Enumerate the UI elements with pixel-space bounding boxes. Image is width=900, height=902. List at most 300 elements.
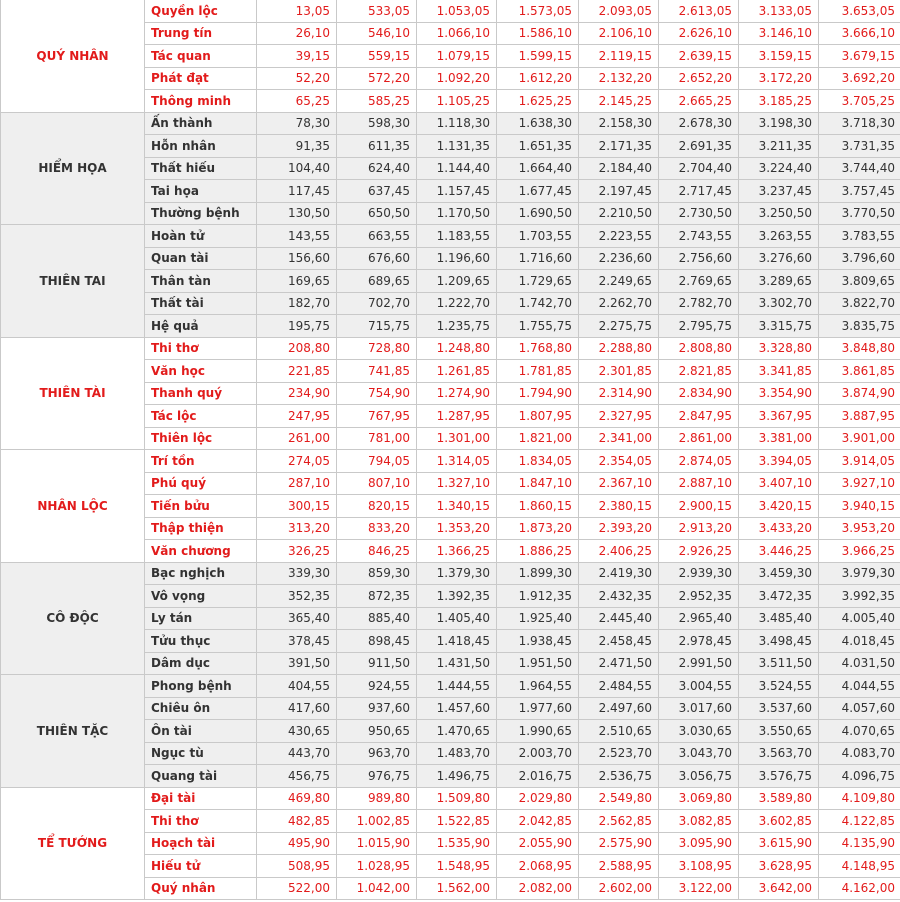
measurement-value-cell: 4.057,60 bbox=[819, 697, 900, 720]
measurement-value-cell: 1.834,05 bbox=[497, 450, 579, 473]
table-row bbox=[1, 675, 900, 698]
measurement-value-cell: 4.083,70 bbox=[819, 742, 900, 765]
measurement-value-cell: 1.092,20 bbox=[417, 67, 497, 90]
measurement-value-cell: 391,50 bbox=[257, 652, 337, 675]
measurement-value-cell: 1.586,10 bbox=[497, 22, 579, 45]
measurement-value-cell: 2.301,85 bbox=[579, 360, 659, 383]
measurement-value-cell: 208,80 bbox=[257, 337, 337, 360]
measurement-value-cell: 3.927,10 bbox=[819, 472, 900, 495]
measurement-value-cell: 846,25 bbox=[337, 540, 417, 563]
measurement-value-cell: 624,40 bbox=[337, 157, 417, 180]
measurement-value-cell: 1.509,80 bbox=[417, 787, 497, 810]
measurement-value-cell: 417,60 bbox=[257, 697, 337, 720]
measurement-value-cell: 2.639,15 bbox=[659, 45, 739, 68]
measurement-value-cell: 3.887,95 bbox=[819, 405, 900, 428]
item-name-cell: Thập thiện bbox=[145, 517, 257, 540]
measurement-value-cell: 65,25 bbox=[257, 90, 337, 113]
measurement-value-cell: 1.353,20 bbox=[417, 517, 497, 540]
measurement-value-cell: 130,50 bbox=[257, 202, 337, 225]
measurement-value-cell: 3.394,05 bbox=[739, 450, 819, 473]
measurement-value-cell: 1.183,55 bbox=[417, 225, 497, 248]
measurement-value-cell: 3.043,70 bbox=[659, 742, 739, 765]
measurement-value-cell: 2.171,35 bbox=[579, 135, 659, 158]
measurement-value-cell: 781,00 bbox=[337, 427, 417, 450]
measurement-value-cell: 2.847,95 bbox=[659, 405, 739, 428]
item-name-cell: Tác quan bbox=[145, 45, 257, 68]
item-name-cell: Văn học bbox=[145, 360, 257, 383]
measurement-value-cell: 117,45 bbox=[257, 180, 337, 203]
measurement-value-cell: 469,80 bbox=[257, 787, 337, 810]
measurement-value-cell: 898,45 bbox=[337, 630, 417, 653]
measurement-value-cell: 2.275,75 bbox=[579, 315, 659, 338]
measurement-value-cell: 52,20 bbox=[257, 67, 337, 90]
measurement-value-cell: 689,65 bbox=[337, 270, 417, 293]
measurement-value-cell: 3.354,90 bbox=[739, 382, 819, 405]
measurement-value-cell: 2.380,15 bbox=[579, 495, 659, 518]
measurement-value-cell: 663,55 bbox=[337, 225, 417, 248]
measurement-value-cell: 2.717,45 bbox=[659, 180, 739, 203]
measurement-value-cell: 2.432,35 bbox=[579, 585, 659, 608]
measurement-value-cell: 3.381,00 bbox=[739, 427, 819, 450]
measurement-value-cell: 1.925,40 bbox=[497, 607, 579, 630]
measurement-value-cell: 3.550,65 bbox=[739, 720, 819, 743]
measurement-value-cell: 3.537,60 bbox=[739, 697, 819, 720]
measurement-value-cell: 1.170,50 bbox=[417, 202, 497, 225]
item-name-cell: Văn chương bbox=[145, 540, 257, 563]
measurement-value-cell: 1.535,90 bbox=[417, 832, 497, 855]
measurement-value-cell: 559,15 bbox=[337, 45, 417, 68]
measurement-value-cell: 3.420,15 bbox=[739, 495, 819, 518]
measurement-value-cell: 3.822,70 bbox=[819, 292, 900, 315]
measurement-value-cell: 2.055,90 bbox=[497, 832, 579, 855]
measurement-value-cell: 794,05 bbox=[337, 450, 417, 473]
measurement-value-cell: 2.562,85 bbox=[579, 810, 659, 833]
measurement-value-cell: 3.679,15 bbox=[819, 45, 900, 68]
measurement-value-cell: 1.964,55 bbox=[497, 675, 579, 698]
measurement-value-cell: 2.145,25 bbox=[579, 90, 659, 113]
item-name-cell: Thông minh bbox=[145, 90, 257, 113]
measurement-value-cell: 3.848,80 bbox=[819, 337, 900, 360]
measurement-value-cell: 754,90 bbox=[337, 382, 417, 405]
item-name-cell: Tác lộc bbox=[145, 405, 257, 428]
measurement-value-cell: 598,30 bbox=[337, 112, 417, 135]
measurement-value-cell: 3.159,15 bbox=[739, 45, 819, 68]
measurement-value-cell: 872,35 bbox=[337, 585, 417, 608]
measurement-value-cell: 1.638,30 bbox=[497, 112, 579, 135]
measurement-value-cell: 741,85 bbox=[337, 360, 417, 383]
measurement-value-cell: 807,10 bbox=[337, 472, 417, 495]
table-row bbox=[1, 787, 900, 810]
item-name-cell: Tửu thục bbox=[145, 630, 257, 653]
measurement-value-cell: 3.446,25 bbox=[739, 540, 819, 563]
measurement-value-cell: 3.666,10 bbox=[819, 22, 900, 45]
measurement-value-cell: 378,45 bbox=[257, 630, 337, 653]
measurement-value-cell: 1.599,15 bbox=[497, 45, 579, 68]
item-name-cell: Thiên lộc bbox=[145, 427, 257, 450]
item-name-cell: Dâm dục bbox=[145, 652, 257, 675]
measurement-value-cell: 1.562,00 bbox=[417, 877, 497, 900]
measurement-value-cell: 2.068,95 bbox=[497, 855, 579, 878]
group-name-cell: HIỂM HỌA bbox=[1, 112, 145, 225]
measurement-value-cell: 3.705,25 bbox=[819, 90, 900, 113]
measurement-value-cell: 2.016,75 bbox=[497, 765, 579, 788]
measurement-value-cell: 3.407,10 bbox=[739, 472, 819, 495]
measurement-value-cell: 1.340,15 bbox=[417, 495, 497, 518]
measurement-value-cell: 3.498,45 bbox=[739, 630, 819, 653]
measurement-value-cell: 1.314,05 bbox=[417, 450, 497, 473]
measurement-value-cell: 1.938,45 bbox=[497, 630, 579, 653]
item-name-cell: Hệ quả bbox=[145, 315, 257, 338]
measurement-value-cell: 91,35 bbox=[257, 135, 337, 158]
measurement-value-cell: 1.899,30 bbox=[497, 562, 579, 585]
item-name-cell: Thân tàn bbox=[145, 270, 257, 293]
measurement-value-cell: 2.652,20 bbox=[659, 67, 739, 90]
measurement-value-cell: 2.743,55 bbox=[659, 225, 739, 248]
item-name-cell: Ngục tù bbox=[145, 742, 257, 765]
measurement-value-cell: 976,75 bbox=[337, 765, 417, 788]
measurement-value-cell: 1.235,75 bbox=[417, 315, 497, 338]
measurement-value-cell: 1.483,70 bbox=[417, 742, 497, 765]
measurement-value-cell: 3.017,60 bbox=[659, 697, 739, 720]
measurement-value-cell: 885,40 bbox=[337, 607, 417, 630]
measurement-value-cell: 2.458,45 bbox=[579, 630, 659, 653]
measurement-value-cell: 2.769,65 bbox=[659, 270, 739, 293]
measurement-value-cell: 3.783,55 bbox=[819, 225, 900, 248]
measurement-value-cell: 2.093,05 bbox=[579, 0, 659, 22]
measurement-value-cell: 572,20 bbox=[337, 67, 417, 90]
measurement-value-cell: 1.703,55 bbox=[497, 225, 579, 248]
measurement-value-cell: 1.118,30 bbox=[417, 112, 497, 135]
measurement-value-cell: 2.042,85 bbox=[497, 810, 579, 833]
measurement-value-cell: 508,95 bbox=[257, 855, 337, 878]
measurement-value-cell: 1.248,80 bbox=[417, 337, 497, 360]
item-name-cell: Quý nhân bbox=[145, 877, 257, 900]
measurement-value-cell: 1.002,85 bbox=[337, 810, 417, 833]
measurement-value-cell: 2.497,60 bbox=[579, 697, 659, 720]
item-name-cell: Quang tài bbox=[145, 765, 257, 788]
measurement-value-cell: 3.589,80 bbox=[739, 787, 819, 810]
measurement-value-cell: 39,15 bbox=[257, 45, 337, 68]
measurement-value-cell: 3.653,05 bbox=[819, 0, 900, 22]
measurement-value-cell: 1.444,55 bbox=[417, 675, 497, 698]
measurement-value-cell: 482,85 bbox=[257, 810, 337, 833]
item-name-cell: Trung tín bbox=[145, 22, 257, 45]
group-name-cell: NHÂN LỘC bbox=[1, 450, 145, 563]
measurement-value-cell: 3.770,50 bbox=[819, 202, 900, 225]
item-name-cell: Ấn thành bbox=[145, 112, 257, 135]
measurement-value-cell: 234,90 bbox=[257, 382, 337, 405]
item-name-cell: Vô vọng bbox=[145, 585, 257, 608]
table-body bbox=[1, 0, 900, 900]
measurement-value-cell: 3.224,40 bbox=[739, 157, 819, 180]
measurement-value-cell: 522,00 bbox=[257, 877, 337, 900]
measurement-value-cell: 443,70 bbox=[257, 742, 337, 765]
measurement-value-cell: 1.847,10 bbox=[497, 472, 579, 495]
measurement-value-cell: 911,50 bbox=[337, 652, 417, 675]
measurement-value-cell: 2.197,45 bbox=[579, 180, 659, 203]
measurement-value-cell: 2.354,05 bbox=[579, 450, 659, 473]
measurement-value-cell: 1.157,45 bbox=[417, 180, 497, 203]
measurement-value-cell: 2.029,80 bbox=[497, 787, 579, 810]
measurement-value-cell: 2.756,60 bbox=[659, 247, 739, 270]
measurement-value-cell: 767,95 bbox=[337, 405, 417, 428]
measurement-value-cell: 3.472,35 bbox=[739, 585, 819, 608]
measurement-value-cell: 1.690,50 bbox=[497, 202, 579, 225]
measurement-value-cell: 3.276,60 bbox=[739, 247, 819, 270]
measurement-value-cell: 4.109,80 bbox=[819, 787, 900, 810]
measurement-value-cell: 3.237,45 bbox=[739, 180, 819, 203]
measurement-value-cell: 2.626,10 bbox=[659, 22, 739, 45]
measurement-value-cell: 2.952,35 bbox=[659, 585, 739, 608]
measurement-value-cell: 820,15 bbox=[337, 495, 417, 518]
measurement-value-cell: 2.262,70 bbox=[579, 292, 659, 315]
measurement-value-cell: 3.263,55 bbox=[739, 225, 819, 248]
measurement-value-cell: 2.588,95 bbox=[579, 855, 659, 878]
item-name-cell: Thanh quý bbox=[145, 382, 257, 405]
measurement-value-cell: 4.044,55 bbox=[819, 675, 900, 698]
measurement-value-cell: 365,40 bbox=[257, 607, 337, 630]
measurement-value-cell: 2.678,30 bbox=[659, 112, 739, 135]
measurement-value-cell: 404,55 bbox=[257, 675, 337, 698]
measurement-value-cell: 2.926,25 bbox=[659, 540, 739, 563]
measurement-value-cell: 1.807,95 bbox=[497, 405, 579, 428]
measurement-value-cell: 3.796,60 bbox=[819, 247, 900, 270]
measurement-value-cell: 833,20 bbox=[337, 517, 417, 540]
item-name-cell: Bạc nghịch bbox=[145, 562, 257, 585]
measurement-value-cell: 1.366,25 bbox=[417, 540, 497, 563]
measurement-value-cell: 3.082,85 bbox=[659, 810, 739, 833]
measurement-value-cell: 1.781,85 bbox=[497, 360, 579, 383]
measurement-value-cell: 3.563,70 bbox=[739, 742, 819, 765]
measurement-value-cell: 2.484,55 bbox=[579, 675, 659, 698]
measurement-value-cell: 3.914,05 bbox=[819, 450, 900, 473]
measurement-value-cell: 3.485,40 bbox=[739, 607, 819, 630]
item-name-cell: Đại tài bbox=[145, 787, 257, 810]
measurement-value-cell: 104,40 bbox=[257, 157, 337, 180]
item-name-cell: Quyền lộc bbox=[145, 0, 257, 22]
measurement-value-cell: 1.625,25 bbox=[497, 90, 579, 113]
measurement-value-cell: 300,15 bbox=[257, 495, 337, 518]
measurement-value-cell: 2.913,20 bbox=[659, 517, 739, 540]
group-name-cell: TỂ TƯỚNG bbox=[1, 787, 145, 900]
measurement-value-cell: 1.496,75 bbox=[417, 765, 497, 788]
measurement-value-cell: 1.222,70 bbox=[417, 292, 497, 315]
measurement-value-cell: 1.418,45 bbox=[417, 630, 497, 653]
measurement-value-cell: 3.718,30 bbox=[819, 112, 900, 135]
measurement-value-cell: 715,75 bbox=[337, 315, 417, 338]
table-row bbox=[1, 562, 900, 585]
measurement-value-cell: 533,05 bbox=[337, 0, 417, 22]
table-row bbox=[1, 225, 900, 248]
measurement-value-cell: 2.158,30 bbox=[579, 112, 659, 135]
measurement-value-cell: 1.612,20 bbox=[497, 67, 579, 90]
measurement-value-cell: 4.148,95 bbox=[819, 855, 900, 878]
measurement-value-cell: 3.602,85 bbox=[739, 810, 819, 833]
measurement-value-cell: 1.742,70 bbox=[497, 292, 579, 315]
measurement-value-cell: 1.651,35 bbox=[497, 135, 579, 158]
measurement-value-cell: 3.030,65 bbox=[659, 720, 739, 743]
measurement-value-cell: 1.664,40 bbox=[497, 157, 579, 180]
measurement-value-cell: 2.536,75 bbox=[579, 765, 659, 788]
measurement-value-cell: 221,85 bbox=[257, 360, 337, 383]
measurement-value-cell: 3.511,50 bbox=[739, 652, 819, 675]
item-name-cell: Thất hiếu bbox=[145, 157, 257, 180]
measurement-value-cell: 3.250,50 bbox=[739, 202, 819, 225]
measurement-value-cell: 3.642,00 bbox=[739, 877, 819, 900]
measurement-value-cell: 3.809,65 bbox=[819, 270, 900, 293]
measurement-value-cell: 3.835,75 bbox=[819, 315, 900, 338]
measurement-value-cell: 2.367,10 bbox=[579, 472, 659, 495]
measurement-value-cell: 4.096,75 bbox=[819, 765, 900, 788]
measurement-value-cell: 4.018,45 bbox=[819, 630, 900, 653]
group-name-cell: QUÝ NHÂN bbox=[1, 0, 145, 112]
measurement-value-cell: 1.794,90 bbox=[497, 382, 579, 405]
measurement-value-cell: 1.457,60 bbox=[417, 697, 497, 720]
measurement-value-cell: 1.392,35 bbox=[417, 585, 497, 608]
measurement-value-cell: 4.162,00 bbox=[819, 877, 900, 900]
measurement-value-cell: 585,25 bbox=[337, 90, 417, 113]
measurement-value-cell: 313,20 bbox=[257, 517, 337, 540]
measurement-value-cell: 3.146,10 bbox=[739, 22, 819, 45]
measurement-value-cell: 2.419,30 bbox=[579, 562, 659, 585]
measurement-value-cell: 2.704,40 bbox=[659, 157, 739, 180]
measurement-value-cell: 2.575,90 bbox=[579, 832, 659, 855]
measurement-value-cell: 2.900,15 bbox=[659, 495, 739, 518]
measurement-value-cell: 3.874,90 bbox=[819, 382, 900, 405]
measurement-value-cell: 3.628,95 bbox=[739, 855, 819, 878]
measurement-value-cell: 1.716,60 bbox=[497, 247, 579, 270]
table-row bbox=[1, 112, 900, 135]
measurement-value-cell: 3.211,35 bbox=[739, 135, 819, 158]
measurement-value-cell: 3.992,35 bbox=[819, 585, 900, 608]
measurement-value-cell: 1.729,65 bbox=[497, 270, 579, 293]
measurement-value-cell: 3.056,75 bbox=[659, 765, 739, 788]
item-name-cell: Phong bệnh bbox=[145, 675, 257, 698]
item-name-cell: Tai họa bbox=[145, 180, 257, 203]
measurement-value-cell: 495,90 bbox=[257, 832, 337, 855]
measurement-value-cell: 2.834,90 bbox=[659, 382, 739, 405]
measurement-value-cell: 989,80 bbox=[337, 787, 417, 810]
measurement-value-cell: 2.082,00 bbox=[497, 877, 579, 900]
measurement-value-cell: 3.367,95 bbox=[739, 405, 819, 428]
measurement-value-cell: 1.768,80 bbox=[497, 337, 579, 360]
measurement-value-cell: 287,10 bbox=[257, 472, 337, 495]
measurement-value-cell: 1.079,15 bbox=[417, 45, 497, 68]
item-name-cell: Quan tài bbox=[145, 247, 257, 270]
measurement-value-cell: 247,95 bbox=[257, 405, 337, 428]
measurement-value-cell: 2.249,65 bbox=[579, 270, 659, 293]
measurement-value-cell: 963,70 bbox=[337, 742, 417, 765]
measurement-value-cell: 156,60 bbox=[257, 247, 337, 270]
measurement-value-cell: 2.808,80 bbox=[659, 337, 739, 360]
measurement-value-cell: 456,75 bbox=[257, 765, 337, 788]
measurement-value-cell: 3.757,45 bbox=[819, 180, 900, 203]
measurement-value-cell: 2.821,85 bbox=[659, 360, 739, 383]
item-name-cell: Thất tài bbox=[145, 292, 257, 315]
measurement-value-cell: 924,55 bbox=[337, 675, 417, 698]
measurement-value-cell: 261,00 bbox=[257, 427, 337, 450]
measurement-value-cell: 182,70 bbox=[257, 292, 337, 315]
measurement-value-cell: 3.731,35 bbox=[819, 135, 900, 158]
measurement-value-cell: 611,35 bbox=[337, 135, 417, 158]
measurement-value-cell: 1.042,00 bbox=[337, 877, 417, 900]
measurement-value-cell: 169,65 bbox=[257, 270, 337, 293]
measurement-value-cell: 3.576,75 bbox=[739, 765, 819, 788]
measurement-value-cell: 937,60 bbox=[337, 697, 417, 720]
measurement-value-cell: 859,30 bbox=[337, 562, 417, 585]
measurement-value-cell: 1.548,95 bbox=[417, 855, 497, 878]
measurement-value-cell: 1.573,05 bbox=[497, 0, 579, 22]
measurement-value-cell: 1.977,60 bbox=[497, 697, 579, 720]
group-name-cell: THIÊN TÀI bbox=[1, 337, 145, 450]
measurement-value-cell: 3.004,55 bbox=[659, 675, 739, 698]
measurement-value-cell: 1.209,65 bbox=[417, 270, 497, 293]
measurement-value-cell: 3.108,95 bbox=[659, 855, 739, 878]
measurement-value-cell: 2.887,10 bbox=[659, 472, 739, 495]
measurement-value-cell: 2.003,70 bbox=[497, 742, 579, 765]
table-row bbox=[1, 450, 900, 473]
item-name-cell: Hoạch tài bbox=[145, 832, 257, 855]
measurement-value-cell: 2.445,40 bbox=[579, 607, 659, 630]
measurement-value-cell: 1.028,95 bbox=[337, 855, 417, 878]
measurement-value-cell: 3.341,85 bbox=[739, 360, 819, 383]
measurement-value-cell: 195,75 bbox=[257, 315, 337, 338]
measurement-value-cell: 1.274,90 bbox=[417, 382, 497, 405]
measurement-value-cell: 3.133,05 bbox=[739, 0, 819, 22]
item-name-cell: Hiếu tử bbox=[145, 855, 257, 878]
measurement-value-cell: 3.953,20 bbox=[819, 517, 900, 540]
measurement-value-cell: 339,30 bbox=[257, 562, 337, 585]
measurement-value-cell: 3.940,15 bbox=[819, 495, 900, 518]
measurement-value-cell: 2.210,50 bbox=[579, 202, 659, 225]
measurement-value-cell: 702,70 bbox=[337, 292, 417, 315]
measurement-value-cell: 1.821,00 bbox=[497, 427, 579, 450]
item-name-cell: Thi thơ bbox=[145, 337, 257, 360]
measurement-value-cell: 676,60 bbox=[337, 247, 417, 270]
measurement-value-cell: 3.901,00 bbox=[819, 427, 900, 450]
measurement-value-cell: 650,50 bbox=[337, 202, 417, 225]
measurement-value-cell: 1.379,30 bbox=[417, 562, 497, 585]
measurement-value-cell: 2.471,50 bbox=[579, 652, 659, 675]
measurement-value-cell: 1.886,25 bbox=[497, 540, 579, 563]
measurement-value-cell: 2.602,00 bbox=[579, 877, 659, 900]
measurement-value-cell: 352,35 bbox=[257, 585, 337, 608]
group-name-cell: THIÊN TẶC bbox=[1, 675, 145, 788]
measurement-value-cell: 1.327,10 bbox=[417, 472, 497, 495]
measurement-value-cell: 4.122,85 bbox=[819, 810, 900, 833]
measurement-value-cell: 1.431,50 bbox=[417, 652, 497, 675]
measurement-value-cell: 1.912,35 bbox=[497, 585, 579, 608]
measurement-value-cell: 3.315,75 bbox=[739, 315, 819, 338]
measurement-value-cell: 2.184,40 bbox=[579, 157, 659, 180]
measurement-value-cell: 2.223,55 bbox=[579, 225, 659, 248]
item-name-cell: Phát đạt bbox=[145, 67, 257, 90]
measurement-value-cell: 1.873,20 bbox=[497, 517, 579, 540]
measurement-value-cell: 3.302,70 bbox=[739, 292, 819, 315]
measurement-value-cell: 326,25 bbox=[257, 540, 337, 563]
measurement-value-cell: 950,65 bbox=[337, 720, 417, 743]
measurement-value-cell: 3.328,80 bbox=[739, 337, 819, 360]
measurement-value-cell: 3.185,25 bbox=[739, 90, 819, 113]
measurement-value-cell: 1.144,40 bbox=[417, 157, 497, 180]
measurement-value-cell: 1.105,25 bbox=[417, 90, 497, 113]
measurement-value-cell: 2.978,45 bbox=[659, 630, 739, 653]
measurement-value-cell: 3.433,20 bbox=[739, 517, 819, 540]
measurement-value-cell: 4.135,90 bbox=[819, 832, 900, 855]
measurement-value-cell: 2.549,80 bbox=[579, 787, 659, 810]
measurement-value-cell: 2.393,20 bbox=[579, 517, 659, 540]
measurement-value-cell: 2.119,15 bbox=[579, 45, 659, 68]
